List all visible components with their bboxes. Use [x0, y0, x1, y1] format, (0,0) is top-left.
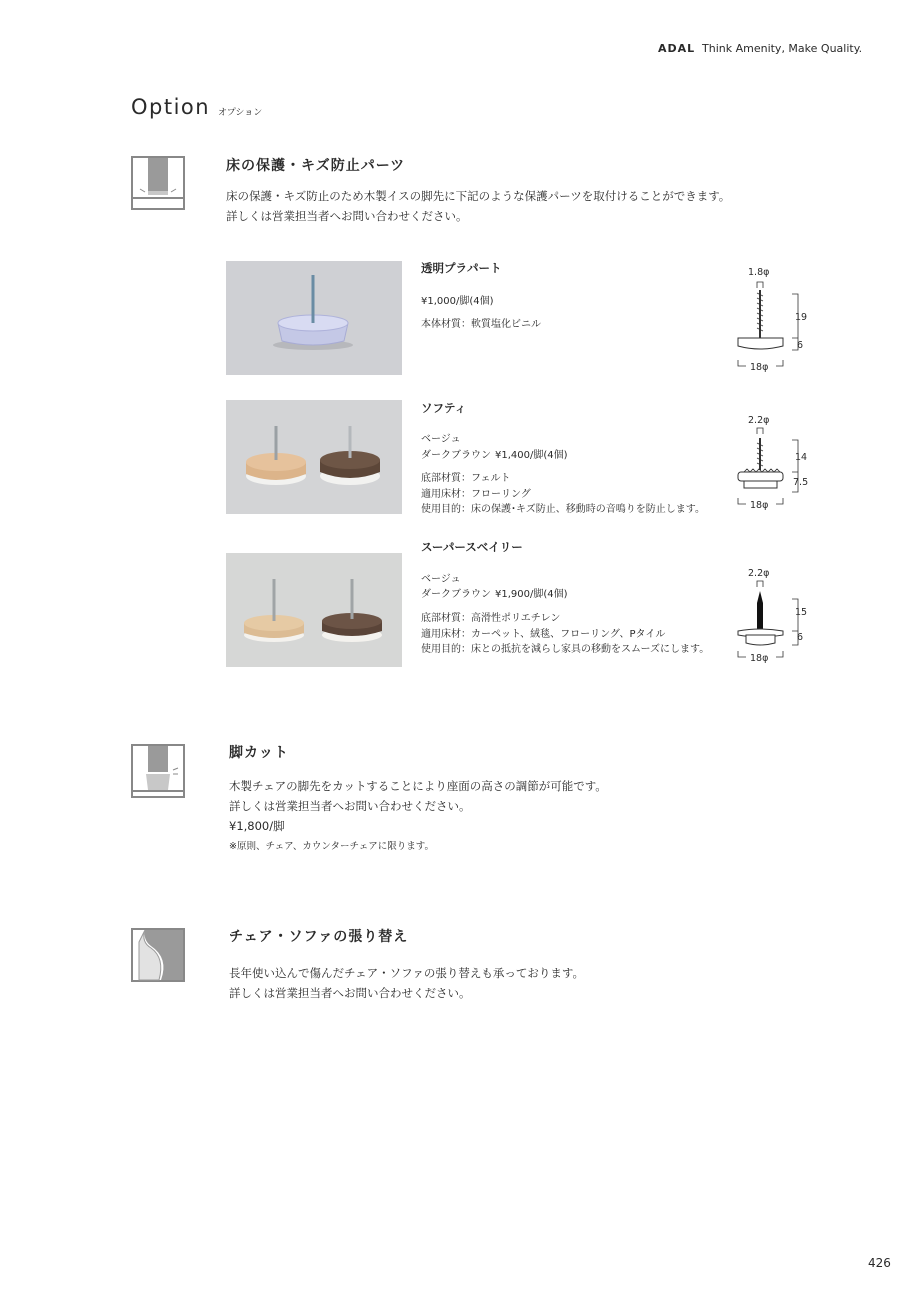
product-detail: 底部材質：フェルト — [421, 473, 511, 484]
dim-top: 2.2φ — [748, 568, 770, 579]
tagline: Think Amenity, Make Quality. — [702, 42, 863, 55]
product-name: スーパースベイリー — [421, 540, 523, 554]
dim-h1: 15 — [795, 607, 808, 618]
product-photo-super — [226, 553, 402, 671]
section-title-reupholster: チェア・ソファの張り替え — [229, 929, 409, 945]
product-detail: 適用床材：カーペット、絨毯、フローリング、Pタイル — [421, 629, 666, 640]
leg-cut-icon — [131, 744, 185, 802]
dim-top: 1.8φ — [748, 267, 770, 278]
dim-bottom: 18φ — [750, 362, 769, 373]
dim-h1: 14 — [795, 452, 808, 463]
dimension-diagram-clear — [728, 262, 818, 378]
product-price: ¥1,000/脚(4個) — [421, 296, 494, 307]
reupholster-icon — [131, 928, 185, 986]
protect-text-line: 詳しくは営業担当者へお問い合わせください。 — [226, 209, 468, 223]
page-number: 426 — [868, 1256, 891, 1270]
product-price: ¥1,400/脚(4個) — [495, 450, 568, 461]
product-color: ベージュ — [421, 574, 461, 585]
leg-cut-note: ※原則、チェア、カウンターチェアに限ります。 — [229, 841, 434, 852]
protect-text-line: 床の保護・キズ防止のため木製イスの脚先に下記のような保護パーツを取付けることができます。 — [226, 189, 731, 203]
section-title-protect: 床の保護・キズ防止パーツ — [226, 158, 406, 174]
leg-cut-text-line: 詳しくは営業担当者へお問い合わせください。 — [229, 799, 471, 813]
dim-h2: 7.5 — [793, 477, 809, 488]
product-detail: 底部材質：高滑性ポリエチレン — [421, 613, 561, 624]
dim-h2: 6 — [797, 340, 804, 351]
dimension-diagram-softy — [728, 410, 818, 520]
floor-protect-icon — [131, 156, 185, 214]
product-color: ダークブラウン — [421, 589, 491, 600]
product-color: ダークブラウン — [421, 450, 491, 461]
dim-top: 2.2φ — [748, 415, 770, 426]
product-color: ベージュ — [421, 434, 461, 445]
product-detail: 本体材質：軟質塩化ビニル — [421, 319, 541, 330]
product-name: 透明プラパート — [421, 261, 502, 275]
dim-h2: 6 — [797, 632, 804, 643]
dim-bottom: 18φ — [750, 653, 769, 664]
page-subtitle: オプション — [218, 108, 263, 118]
leg-cut-price: ¥1,800/脚 — [229, 819, 285, 833]
product-detail: 適用床材：フローリング — [421, 489, 531, 500]
dim-bottom: 18φ — [750, 500, 769, 511]
dimension-diagram-super — [728, 563, 818, 673]
reupholster-text-line: 長年使い込んで傷んだチェア・ソファの張り替えも承っております。 — [229, 966, 585, 980]
page-title: Option — [131, 95, 211, 119]
brand-logo: ADAL — [658, 42, 696, 55]
product-detail: 使用目的：床との抵抗を減らし家具の移動をスムーズにします。 — [421, 644, 710, 655]
product-photo-clear — [226, 261, 402, 379]
product-name: ソフティ — [421, 401, 467, 415]
section-title-leg-cut: 脚カット — [229, 745, 289, 761]
reupholster-text-line: 詳しくは営業担当者へお問い合わせください。 — [229, 986, 471, 1000]
leg-cut-text-line: 木製チェアの脚先をカットすることにより座面の高さの調節が可能です。 — [229, 779, 607, 793]
product-detail: 使用目的：床の保護･キズ防止、移動時の音鳴りを防止します。 — [421, 504, 705, 515]
dim-h1: 19 — [795, 312, 808, 323]
product-photo-softy — [226, 400, 402, 518]
product-price: ¥1,900/脚(4個) — [495, 589, 568, 600]
